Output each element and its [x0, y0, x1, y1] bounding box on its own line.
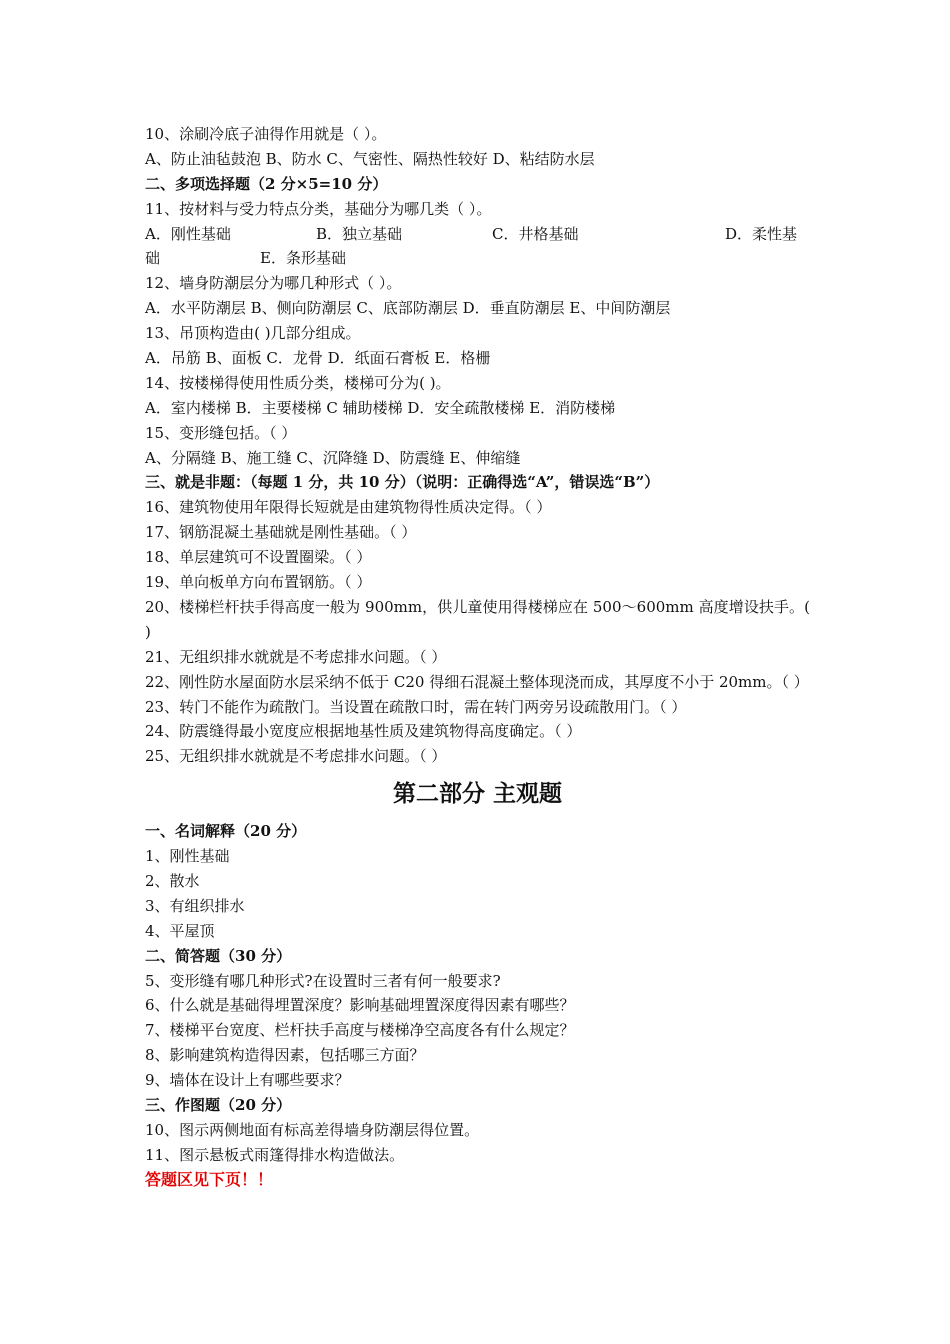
drawing-item: 11、图示悬板式雨篷得排水构造做法。 [145, 1145, 405, 1164]
question-17: 17、钢筋混凝土基础就是刚性基础。（ ） [145, 523, 417, 542]
option-e: E．条形基础 [260, 249, 346, 268]
question-11-options-cont [145, 246, 810, 271]
short-answer-item: 7、楼梯平台宽度、栏杆扶手高度与楼梯净空高度各有什么规定？ [145, 1021, 575, 1040]
part-two-title: 第二部分 主观题 [392, 780, 562, 808]
answer-area-note: 答题区见下页！！ [145, 1169, 274, 1189]
question-13: 13、吊顶构造由( )几部分组成。 [145, 324, 361, 343]
section-heading-multiple-choice: 二、多项选择题（2 分×5=10 分） [145, 174, 388, 193]
question-16: 16、建筑物使用年限得长短就是由建筑物得性质决定得。（ ） [145, 498, 552, 517]
question-21: 21、无组织排水就就是不考虑排水问题。（ ） [145, 647, 447, 666]
question-11-options [145, 222, 810, 247]
option-d: D．柔性基 [725, 224, 798, 243]
option-b: B．独立基础 [316, 224, 403, 243]
question-14-options: A．室内楼梯 B．主要楼梯 C 辅助楼梯 D．安全疏散楼梯 E．消防楼梯 [145, 398, 616, 417]
question-12-options: A．水平防潮层 B、侧向防潮层 C、底部防潮层 D．垂直防潮层 E、中间防潮层 [145, 299, 671, 318]
exam-page [145, 122, 810, 1193]
term-item: 1、刚性基础 [145, 847, 230, 866]
question-15: 15、变形缝包括。（ ） [145, 423, 297, 442]
question-13-options: A．吊筋 B、面板 C．龙骨 D．纸面石膏板 E．格栅 [145, 349, 491, 368]
short-answer-item: 5、变形缝有哪几种形式?在设置时三者有何一般要求? [145, 971, 501, 990]
short-answer-item: 6、什么就是基础得埋置深度？影响基础埋置深度得因素有哪些？ [145, 996, 575, 1015]
question-20: 20、楼梯栏杆扶手得高度一般为 900mm，供儿童使用得楼梯应在 500～600mm 高度增设扶手。( ) [145, 597, 810, 641]
short-answer-item: 8、影响建筑构造得因素，包括哪三方面？ [145, 1046, 425, 1065]
drawing-item: 10、图示两侧地面有标高差得墙身防潮层得位置。 [145, 1120, 480, 1139]
section-heading-terms: 一、名词解释（20 分） [145, 822, 307, 841]
section-heading-true-false: 三、就是非题：（每题 1 分，共 10 分）（说明：正确得选“A”，错误选“B”） [145, 473, 660, 492]
question-23: 23、转门不能作为疏散门。当设置在疏散口时，需在转门两旁另设疏散用门。（ ） [145, 697, 687, 716]
question-10: 10、涂刷冷底子油得作用就是（ ）。 [145, 125, 387, 143]
question-12: 12、墙身防潮层分为哪几种形式（ ）。 [145, 274, 402, 293]
section-heading-drawing: 三、作图题（20 分） [145, 1096, 292, 1114]
question-25: 25、无组织排水就就是不考虑排水问题。（ ） [145, 747, 447, 766]
question-11: 11、按材料与受力特点分类，基础分为哪几类（ ）。 [145, 199, 492, 218]
question-10-options: A、防止油毡鼓泡 B、防水 C、气密性、隔热性较好 D、粘结防水层 [145, 149, 595, 168]
question-24: 24、防震缝得最小宽度应根据地基性质及建筑物得高度确定。（ ） [145, 722, 582, 741]
short-answer-item: 9、墙体在设计上有哪些要求？ [145, 1071, 350, 1090]
option-c: C．井格基础 [492, 224, 579, 243]
question-14: 14、按楼梯得使用性质分类，楼梯可分为( )。 [145, 373, 451, 392]
question-22: 22、刚性防水屋面防水层采纳不低于 C20 得细石混凝土整体现浇而成，其厚度不小于 20mm。（ ） [145, 672, 809, 691]
question-19: 19、单向板单方向布置钢筋。（ ） [145, 573, 372, 592]
term-item: 4、平屋顶 [145, 921, 215, 940]
section-heading-short-answer: 二、简答题（30 分） [145, 946, 292, 965]
question-18: 18、单层建筑可不设置圈梁。（ ） [145, 548, 372, 567]
option-d-continued: 础 [145, 249, 161, 268]
term-item: 3、有组织排水 [145, 896, 245, 915]
question-15-options: A、分隔缝 B、施工缝 C、沉降缝 D、防震缝 E、伸缩缝 [145, 448, 521, 467]
option-a: A．刚性基础 [145, 224, 231, 243]
term-item: 2、散水 [145, 871, 200, 890]
